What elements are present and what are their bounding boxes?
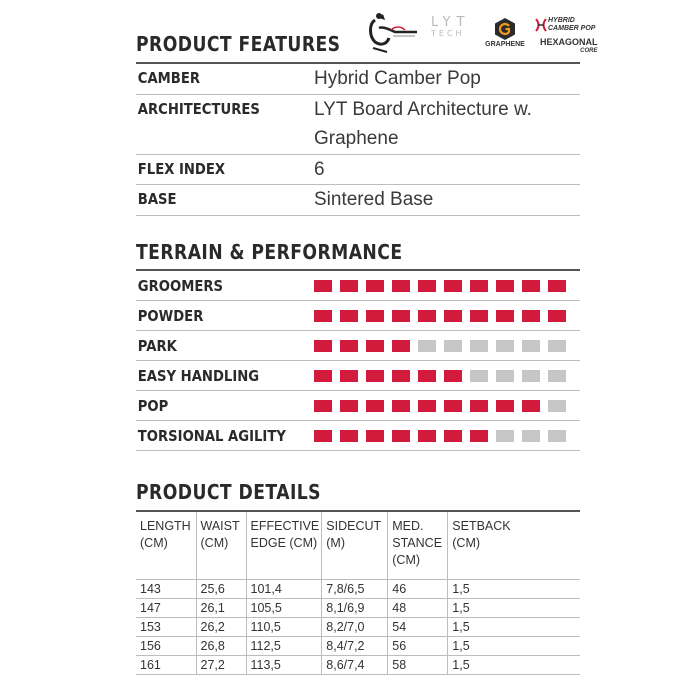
rating-square-filled — [496, 310, 514, 322]
details-header-row — [136, 511, 580, 580]
rating-square-filled — [444, 430, 462, 442]
details-column-header: SETBACK (CM) — [448, 511, 580, 580]
rating-square-filled — [340, 370, 358, 382]
details-cell: 1,5 — [448, 580, 580, 599]
rating-square-filled — [470, 430, 488, 442]
rating-square-filled — [418, 310, 436, 322]
rating-square-filled — [418, 430, 436, 442]
details-table-row — [136, 637, 580, 656]
details-table-row — [136, 656, 580, 675]
feature-label: ARCHITECTURES — [137, 99, 260, 118]
rating-square-filled — [392, 430, 410, 442]
rating-square-empty — [522, 430, 540, 442]
rating-square-filled — [522, 400, 540, 412]
details-cell: 8,6/7,4 — [322, 656, 388, 675]
feature-row — [136, 95, 580, 155]
rating-square-filled — [444, 370, 462, 382]
rating-square-empty — [496, 340, 514, 352]
performance-label: PARK — [137, 336, 177, 355]
details-cell: 1,5 — [448, 656, 580, 675]
details-cell: 48 — [388, 599, 448, 618]
rating-square-filled — [314, 310, 332, 322]
details-cell: 56 — [388, 637, 448, 656]
rating-square-filled — [470, 280, 488, 292]
details-cell: 8,1/6,9 — [322, 599, 388, 618]
rating-square-filled — [340, 280, 358, 292]
rating-square-empty — [444, 340, 462, 352]
rating-bar — [314, 280, 566, 292]
rating-square-filled — [314, 430, 332, 442]
feature-label: BASE — [137, 190, 177, 208]
product-details-table — [136, 510, 580, 675]
lyt-logo-text: LYT — [431, 15, 471, 30]
graphene-hexagon-icon — [495, 18, 515, 40]
details-cell: 1,5 — [448, 637, 580, 656]
performance-label: GROOMERS — [137, 276, 224, 295]
rating-square-filled — [522, 310, 540, 322]
rating-square-filled — [314, 370, 332, 382]
rating-square-filled — [418, 400, 436, 412]
rating-square-filled — [444, 400, 462, 412]
feature-row — [136, 185, 580, 216]
feature-value: Sintered Base — [314, 189, 434, 210]
performance-row — [136, 391, 580, 421]
rating-square-filled — [366, 430, 384, 442]
rating-square-filled — [470, 310, 488, 322]
rating-square-empty — [418, 340, 436, 352]
details-column-header: SIDECUT (M) — [322, 511, 388, 580]
rating-bar — [314, 370, 566, 382]
rating-square-empty — [548, 400, 566, 412]
rating-square-filled — [470, 400, 488, 412]
rating-square-filled — [548, 310, 566, 322]
feature-label: CAMBER — [137, 69, 201, 87]
performance-row — [136, 301, 580, 331]
rating-square-filled — [366, 340, 384, 352]
hybrid-camber-pop-logo — [535, 17, 596, 38]
performance-label: TORSIONAL AGILITY — [137, 426, 286, 445]
rating-square-empty — [548, 370, 566, 382]
terrain-performance-table — [136, 269, 580, 451]
rating-square-filled — [444, 280, 462, 292]
terrain-performance-title: TERRAIN & PERFORMANCE — [136, 240, 403, 264]
rating-square-filled — [340, 430, 358, 442]
product-features-table — [136, 62, 580, 216]
rider-logo-icon — [365, 8, 425, 56]
details-cell: 112,5 — [246, 637, 322, 656]
rating-bar — [314, 430, 566, 442]
rating-square-filled — [366, 400, 384, 412]
rating-square-filled — [496, 400, 514, 412]
performance-row — [136, 361, 580, 391]
performance-label: POWDER — [137, 306, 204, 325]
feature-value: Hybrid Camber Pop — [314, 68, 481, 89]
details-column-header: EFFECTIVE EDGE (CM) — [246, 511, 322, 580]
rating-square-filled — [522, 280, 540, 292]
details-cell: 54 — [388, 618, 448, 637]
core-logo-text: CORE — [580, 48, 598, 54]
details-cell: 58 — [388, 656, 448, 675]
rating-square-filled — [418, 280, 436, 292]
details-cell: 1,5 — [448, 599, 580, 618]
details-cell: 101,4 — [246, 580, 322, 599]
rating-square-filled — [496, 280, 514, 292]
feature-value: LYT Board Architecture w. Graphene — [314, 98, 532, 149]
camber-logo-line2: CAMBER POP — [548, 25, 596, 32]
details-table-row — [136, 580, 580, 599]
details-cell: 113,5 — [246, 656, 322, 675]
brand-logos — [365, 8, 600, 58]
hexagonal-core-logo — [540, 37, 598, 54]
details-cell: 105,5 — [246, 599, 322, 618]
performance-label: POP — [137, 396, 169, 415]
details-cell: 110,5 — [246, 618, 322, 637]
performance-row — [136, 271, 580, 301]
graphene-label: GRAPHENE — [485, 41, 525, 48]
rating-square-filled — [548, 280, 566, 292]
details-cell: 46 — [388, 580, 448, 599]
product-features-title: PRODUCT FEATURES — [136, 32, 341, 56]
rating-square-empty — [548, 340, 566, 352]
rating-square-empty — [470, 370, 488, 382]
details-table-row — [136, 599, 580, 618]
rating-square-empty — [548, 430, 566, 442]
details-cell: 147 — [136, 599, 196, 618]
feature-row — [136, 155, 580, 186]
details-table-row — [136, 618, 580, 637]
rating-square-filled — [340, 400, 358, 412]
details-cell: 26,2 — [196, 618, 246, 637]
product-details-title: PRODUCT DETAILS — [136, 480, 321, 504]
details-cell: 8,2/7,0 — [322, 618, 388, 637]
details-cell: 143 — [136, 580, 196, 599]
details-column-header: LENGTH (CM) — [136, 511, 196, 580]
rating-square-filled — [392, 400, 410, 412]
camber-logo-line1: HYBRID — [548, 17, 575, 24]
rating-square-filled — [314, 340, 332, 352]
rating-square-empty — [470, 340, 488, 352]
rating-square-filled — [392, 280, 410, 292]
details-cell: 8,4/7,2 — [322, 637, 388, 656]
rating-square-filled — [340, 340, 358, 352]
rating-square-filled — [366, 310, 384, 322]
details-cell: 25,6 — [196, 580, 246, 599]
details-cell: 153 — [136, 618, 196, 637]
details-cell: 27,2 — [196, 656, 246, 675]
rating-square-filled — [392, 310, 410, 322]
graphene-logo — [475, 18, 535, 48]
rating-square-empty — [496, 370, 514, 382]
feature-value: 6 — [314, 158, 325, 180]
rating-square-filled — [366, 280, 384, 292]
tech-logo-text: TECH — [431, 29, 465, 38]
rating-square-filled — [392, 370, 410, 382]
rating-square-empty — [522, 340, 540, 352]
feature-label: FLEX INDEX — [137, 159, 226, 178]
rating-square-filled — [392, 340, 410, 352]
rating-square-empty — [496, 430, 514, 442]
rating-square-filled — [340, 310, 358, 322]
performance-row — [136, 421, 580, 451]
performance-label: EASY HANDLING — [137, 366, 260, 385]
hexagonal-logo-text: HEXAGONAL — [540, 37, 598, 47]
details-cell: 1,5 — [448, 618, 580, 637]
rating-bar — [314, 400, 566, 412]
details-cell: 26,8 — [196, 637, 246, 656]
rating-square-filled — [314, 280, 332, 292]
feature-row — [136, 64, 580, 95]
rating-bar — [314, 340, 566, 352]
rating-square-filled — [418, 370, 436, 382]
rating-square-empty — [522, 370, 540, 382]
rating-square-filled — [314, 400, 332, 412]
details-column-header: WAIST (CM) — [196, 511, 246, 580]
camber-profile-icon — [535, 17, 547, 33]
details-cell: 161 — [136, 656, 196, 675]
details-cell: 156 — [136, 637, 196, 656]
details-column-header: MED. STANCE (CM) — [388, 511, 448, 580]
rating-bar — [314, 310, 566, 322]
performance-row — [136, 331, 580, 361]
details-cell: 7,8/6,5 — [322, 580, 388, 599]
lyt-tech-logo — [431, 16, 471, 39]
details-cell: 26,1 — [196, 599, 246, 618]
rating-square-filled — [366, 370, 384, 382]
rating-square-filled — [444, 310, 462, 322]
